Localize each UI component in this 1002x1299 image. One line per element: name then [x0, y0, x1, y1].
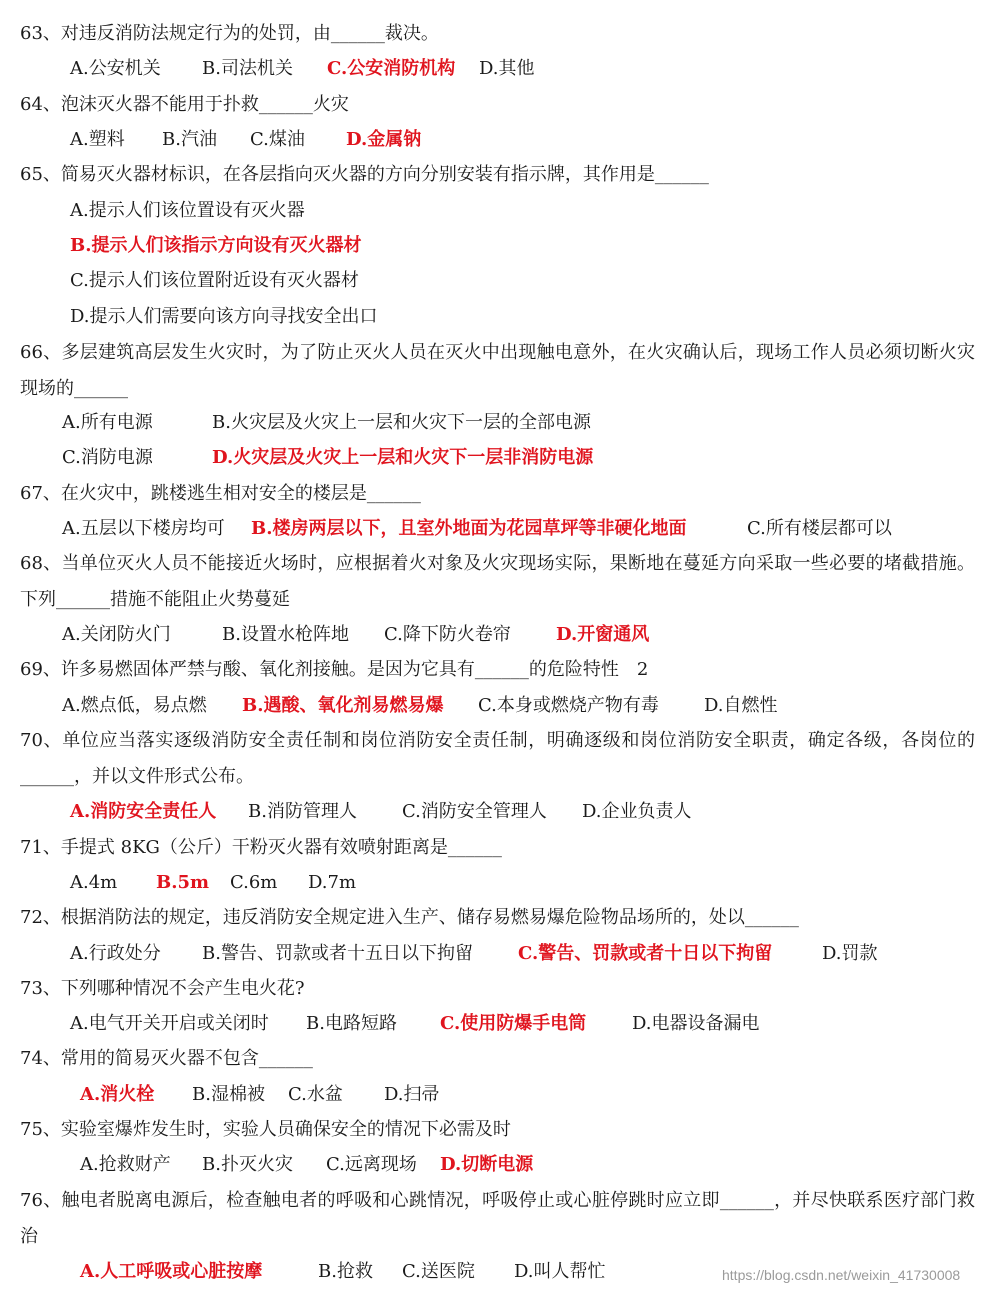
option-69-c: C.本身或燃烧产物有毒	[478, 695, 659, 716]
option-73-d: D.电器设备漏电	[632, 1013, 760, 1034]
option-66-d: D.火灾层及火灾上一层和火灾下一层非消防电源	[212, 447, 594, 468]
option-63-d: D.其他	[479, 58, 535, 79]
option-74-c: C.水盆	[288, 1084, 343, 1105]
option-66-b: B.火灾层及火灾上一层和火灾下一层的全部电源	[212, 412, 591, 433]
option-72-b: B.警告、罚款或者十五日以下拘留	[202, 943, 473, 964]
question-70: 70、单位应当落实逐级消防安全责任制和岗位消防安全责任制，明确逐级和岗位消防安全职责，确定各级，各岗位的______，并以文件形式公布。	[20, 730, 975, 787]
option-71-a: A.4m	[70, 872, 118, 893]
option-63-b: B.司法机关	[202, 58, 293, 79]
option-70-a: A.消防安全责任人	[70, 801, 217, 822]
options-63	[70, 57, 535, 81]
option-68-c: C.降下防火卷帘	[384, 624, 511, 645]
options-72	[70, 942, 878, 966]
question-75: 75、实验室爆炸发生时，实验人员确保安全的情况下必需及时	[20, 1119, 511, 1140]
option-71-b: B.5m	[156, 872, 210, 893]
question-65: 65、简易灭火器材标识，在各层指向灭火器的方向分别安装有指示牌，其作用是______	[20, 164, 709, 185]
option-70-c: C.消防安全管理人	[402, 801, 547, 822]
options-67	[62, 517, 892, 541]
option-65-d: D.提示人们需要向该方向寻找安全出口	[70, 306, 378, 327]
option-68-d: D.开窗通风	[556, 624, 650, 645]
option-72-d: D.罚款	[822, 943, 878, 964]
options-75	[80, 1153, 533, 1177]
option-68-b: B.设置水枪阵地	[222, 624, 349, 645]
option-75-b: B.扑灭火灾	[202, 1154, 293, 1175]
option-72-a: A.行政处分	[70, 943, 161, 964]
option-63-c: C.公安消防机构	[327, 58, 456, 79]
option-65-c: C.提示人们该位置附近设有灭火器材	[70, 270, 359, 291]
option-71-c: C.6m	[230, 872, 278, 893]
options-71	[70, 871, 356, 895]
options-68	[62, 623, 649, 647]
option-64-c: C.煤油	[250, 129, 305, 150]
question-76: 76、触电者脱离电源后，检查触电者的呼吸和心跳情况，呼吸停止或心脏停跳时应立即______，并尽快联系医疗部门救治	[20, 1190, 975, 1247]
option-73-b: B.电路短路	[306, 1013, 397, 1034]
question-63: 63、对违反消防法规定行为的处罚，由______裁决。	[20, 23, 439, 44]
option-76-d: D.叫人帮忙	[514, 1261, 606, 1282]
option-65-a: A.提示人们该位置设有灭火器	[70, 200, 305, 221]
question-66: 66、多层建筑高层发生火灾时，为了防止灭火人员在灭火中出现触电意外，在火灾确认后，现场工作人员必须切断火灾现场的______	[20, 342, 975, 399]
option-75-d: D.切断电源	[440, 1154, 534, 1175]
option-76-c: C.送医院	[402, 1261, 475, 1282]
option-67-b: B.楼房两层以下，且室外地面为花园草坪等非硬化地面	[251, 518, 687, 539]
option-69-d: D.自燃性	[704, 695, 778, 716]
options-69	[62, 694, 778, 718]
question-68: 68、当单位灭火人员不能接近火场时，应根据着火对象及火灾现场实际，果断地在蔓延方向采取一些必要的堵截措施。下列______措施不能阻止火势蔓延	[20, 553, 975, 610]
question-71: 71、手提式 8KG（公斤）干粉灭火器有效喷射距离是______	[20, 837, 502, 858]
option-75-a: A.抢救财产	[80, 1154, 171, 1175]
option-75-c: C.远离现场	[326, 1154, 417, 1175]
option-65-b: B.提示人们该指示方向设有灭火器材	[70, 235, 362, 256]
option-74-b: B.湿棉被	[192, 1084, 265, 1105]
option-73-a: A.电气开关开启或关闭时	[70, 1013, 269, 1034]
option-67-c: C.所有楼层都可以	[747, 518, 892, 539]
option-74-a: A.消火栓	[80, 1084, 155, 1105]
question-67: 67、在火灾中，跳楼逃生相对安全的楼层是______	[20, 483, 421, 504]
option-73-c: C.使用防爆手电筒	[440, 1013, 587, 1034]
option-68-a: A.关闭防火门	[62, 624, 171, 645]
question-69: 69、许多易燃固体严禁与酸、氧化剂接触。是因为它具有______的危险特性 2	[20, 659, 649, 680]
option-76-b: B.抢救	[318, 1261, 373, 1282]
option-71-d: D.7m	[308, 872, 357, 893]
option-74-d: D.扫帚	[384, 1084, 440, 1105]
options-73	[70, 1012, 760, 1036]
option-69-a: A.燃点低，易点燃	[62, 695, 207, 716]
option-69-b: B.遇酸、氧化剂易燃易爆	[242, 695, 444, 716]
option-67-a: A.五层以下楼房均可	[62, 518, 225, 539]
option-64-b: B.汽油	[162, 129, 217, 150]
options-66-row1	[62, 411, 591, 435]
question-74: 74、常用的简易灭火器不包含______	[20, 1048, 313, 1069]
options-64	[70, 128, 421, 152]
option-72-c: C.警告、罚款或者十日以下拘留	[518, 943, 773, 964]
options-74	[80, 1083, 440, 1107]
question-73: 73、下列哪种情况不会产生电火花?	[20, 978, 305, 999]
options-70	[70, 800, 692, 824]
options-66-row2	[62, 446, 593, 470]
question-72: 72、根据消防法的规定，违反消防安全规定进入生产、储存易燃易爆危险物品场所的，处以______	[20, 907, 799, 928]
option-76-a: A.人工呼吸或心脏按摩	[80, 1261, 263, 1282]
option-70-b: B.消防管理人	[248, 801, 357, 822]
question-64: 64、泡沫灭火器不能用于扑救______火灾	[20, 94, 349, 115]
option-70-d: D.企业负责人	[582, 801, 692, 822]
option-64-d: D.金属钠	[346, 129, 422, 150]
options-76	[80, 1260, 606, 1284]
option-64-a: A.塑料	[70, 129, 125, 150]
option-66-a: A.所有电源	[62, 412, 153, 433]
watermark: https://blog.csdn.net/weixin_41730008	[722, 1267, 961, 1283]
option-66-c: C.消防电源	[62, 447, 153, 468]
option-63-a: A.公安机关	[70, 58, 161, 79]
